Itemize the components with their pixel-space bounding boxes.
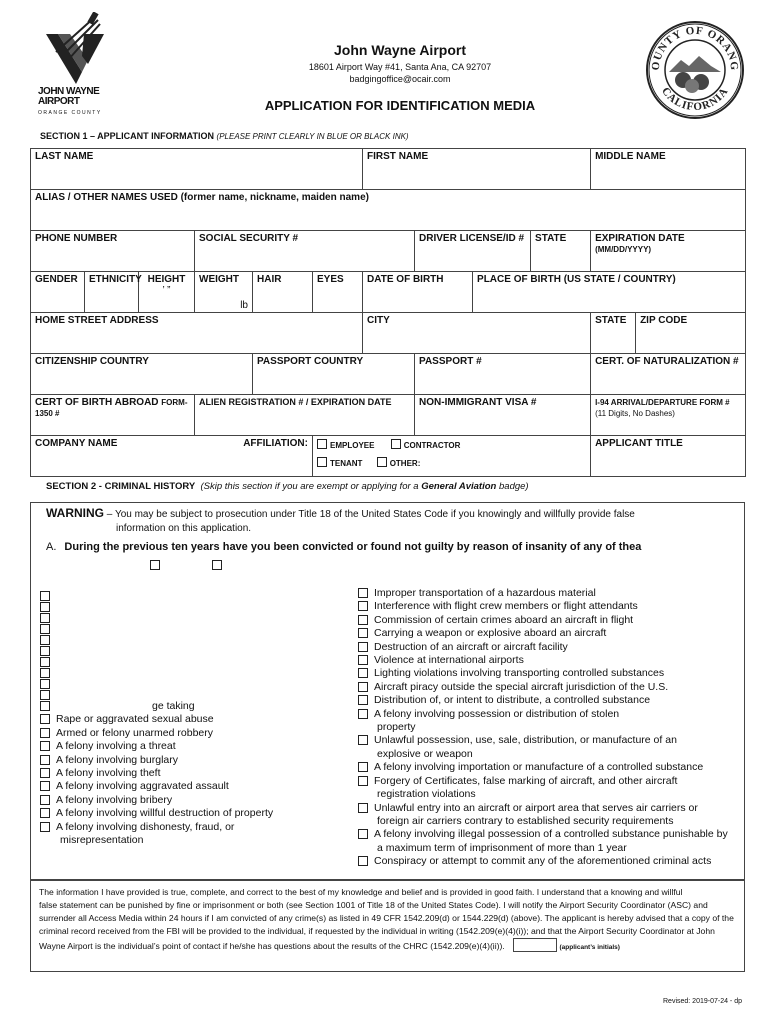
left-offense-item [40, 623, 340, 634]
applicant-info-table [30, 148, 746, 477]
certification-line-3: surrender all Access Media within 24 hours if I am convicted of any crime(s) as listed in 49 CFR 1542.209(d) or 1544.229(d) (above). The applicant is hereby advised that a copy of the [39, 913, 734, 923]
offense-checkbox[interactable] [40, 690, 50, 700]
employee-label: EMPLOYEE [330, 441, 375, 450]
offense-checkbox[interactable] [40, 657, 50, 667]
question-no-checkbox[interactable] [212, 560, 222, 570]
offense-checkbox[interactable] [358, 776, 368, 786]
dob-field[interactable] [363, 272, 473, 313]
left-offense-item [40, 700, 340, 713]
contractor-checkbox[interactable] [391, 439, 401, 449]
right-offense-item [358, 587, 743, 600]
middle-name-label: MIDDLE NAME [595, 151, 666, 162]
offense-label: Rape or aggravated sexual abuse [56, 713, 214, 726]
offense-checkbox[interactable] [358, 682, 368, 692]
home-address-field[interactable] [31, 313, 363, 354]
tenant-checkbox[interactable] [317, 457, 327, 467]
applicant-title-label: APPLICANT TITLE [595, 438, 683, 449]
height-marks: ’ ” [162, 285, 171, 296]
left-offense-item [40, 821, 340, 834]
left-offense-item [40, 667, 340, 678]
left-offense-item [40, 689, 340, 700]
right-offense-item [358, 842, 743, 855]
affiliation-options [313, 436, 591, 477]
question-yes-checkbox[interactable] [150, 560, 160, 570]
offense-checkbox[interactable] [40, 728, 50, 738]
row-phone [31, 231, 746, 272]
warning-text: – You may be subject to prosecution under Title 18 of the United States Code if you knowingly and willfully provide false [104, 509, 635, 520]
left-offense-item [40, 727, 340, 740]
offense-checkbox[interactable] [358, 601, 368, 611]
tenant-label: TENANT [330, 459, 363, 468]
row-address [31, 313, 746, 354]
last-name-label: LAST NAME [35, 151, 94, 162]
offense-label: Interference with flight crew members or flight attendants [374, 600, 638, 613]
initials-label: (applicant’s initials) [559, 944, 620, 951]
logo-line-3: ORANGE COUNTY [38, 110, 102, 116]
jwa-logo-icon [38, 12, 118, 84]
question-row [46, 541, 641, 553]
left-offense-item [40, 794, 340, 807]
row-alias [31, 190, 746, 231]
left-offense-item [40, 590, 340, 601]
offense-checkbox[interactable] [40, 624, 50, 634]
offense-checkbox[interactable] [358, 642, 368, 652]
warning-text-2: information on this application. [116, 523, 252, 534]
city-field[interactable] [363, 313, 591, 354]
passport-country-field[interactable] [253, 354, 415, 395]
offense-checkbox[interactable] [40, 646, 50, 656]
offense-checkbox[interactable] [40, 781, 50, 791]
weight-field[interactable] [195, 272, 253, 313]
offense-label: Improper transportation of a hazardous material [374, 587, 596, 599]
offense-label: property [377, 721, 416, 734]
offense-checkbox[interactable] [40, 679, 50, 689]
offense-label: Conspiracy or attempt to commit any of the aforementioned criminal acts [374, 855, 712, 868]
offense-label: A felony involving a threat [56, 740, 176, 753]
alias-label: ALIAS / OTHER NAMES USED (former name, nickname, maiden name) [35, 192, 369, 203]
left-offense-item [40, 634, 340, 645]
offense-label: A felony involving theft [56, 767, 161, 780]
offense-label: A felony involving possession or distribution of stolen [374, 707, 620, 720]
offense-label: Commission of certain crimes aboard an aircraft in flight [374, 613, 634, 626]
height-label: HEIGHT [147, 274, 186, 285]
seal-bottom-text: CALIFORNIA [659, 85, 731, 114]
cert-birth-abroad-field[interactable] [31, 395, 195, 436]
offense-label: A felony involving willful destruction of property [56, 807, 274, 820]
offense-label: Forgery of Certificates, false marking of aircraft, and other aircraft [374, 774, 678, 787]
offense-checkbox[interactable] [358, 709, 368, 719]
offense-checkbox[interactable] [358, 856, 368, 866]
right-offense-list [358, 587, 743, 869]
city-label: CITY [367, 315, 390, 326]
offense-label: foreign air carriers contrary to established security requirements [377, 814, 674, 827]
visa-field[interactable] [415, 395, 591, 436]
offense-label: registration violations [377, 788, 476, 801]
offense-checkbox[interactable] [40, 714, 50, 724]
right-offense-item [358, 614, 743, 627]
citizenship-label: CITIZENSHIP COUNTRY [35, 356, 149, 367]
right-offense-item [358, 775, 743, 788]
ethnicity-label: ETHNICITY [89, 274, 142, 285]
gender-label: GENDER [35, 274, 78, 285]
offense-label: Armed or felony unarmed robbery [56, 726, 213, 739]
eyes-field[interactable] [313, 272, 363, 313]
alien-registration-field[interactable] [195, 395, 415, 436]
ssn-label: SOCIAL SECURITY # [199, 233, 299, 244]
right-offense-item [358, 654, 743, 667]
initials-input[interactable] [513, 938, 557, 952]
question-text: During the previous ten years have you been convicted or found not guilty by reason of insanity of any of thea [64, 541, 642, 553]
left-offense-item [40, 656, 340, 667]
i94-field[interactable] [591, 395, 746, 436]
hair-field[interactable] [253, 272, 313, 313]
right-offense-item [358, 627, 743, 640]
hair-label: HAIR [257, 274, 282, 285]
form-title: APPLICATION FOR IDENTIFICATION MEDIA [264, 98, 536, 113]
passport-country-label: PASSPORT COUNTRY [257, 356, 364, 367]
offense-label: explosive or weapon [377, 747, 473, 760]
zip-field[interactable] [636, 313, 746, 354]
offense-checkbox[interactable] [358, 655, 368, 665]
jwa-logo [38, 12, 118, 122]
offense-checkbox[interactable] [40, 635, 50, 645]
left-offense-list [40, 590, 340, 847]
offense-label: A felony involving illegal possession of a controlled substance punishable by [374, 828, 728, 841]
passport-number-label: PASSPORT # [419, 356, 482, 367]
offense-label: A felony involving importation or manufacture of a controlled substance [374, 761, 704, 774]
weight-label: WEIGHT [199, 274, 239, 285]
offense-checkbox[interactable] [40, 822, 50, 832]
warning-row [46, 506, 635, 520]
section2-note-pre: (Skip this section if you are exempt or applying for a [200, 481, 422, 492]
left-offense-item [40, 754, 340, 767]
county-seal [645, 20, 745, 120]
eyes-label: EYES [317, 274, 344, 285]
left-offense-item [40, 807, 340, 820]
offense-label: A felony involving bribery [56, 793, 173, 806]
offense-checkbox[interactable] [40, 602, 50, 612]
address-state-field[interactable] [591, 313, 636, 354]
offense-checkbox[interactable] [40, 808, 50, 818]
right-offense-item [358, 721, 743, 734]
driver-license-field[interactable] [415, 231, 531, 272]
header-title: John Wayne Airport [334, 42, 466, 58]
section1-title: SECTION 1 – APPLICANT INFORMATION [40, 131, 215, 141]
offense-label: ge taking [152, 700, 195, 712]
passport-number-field[interactable] [415, 354, 591, 395]
alien-registration-label: ALIEN REGISTRATION # / EXPIRATION DATE [199, 397, 392, 407]
affiliation-label: AFFILIATION: [243, 438, 308, 449]
left-offense-item [40, 678, 340, 689]
left-offense-item [40, 645, 340, 656]
section1-note: (PLEASE PRINT CLEARLY IN BLUE OR BLACK INK) [216, 132, 409, 141]
left-offense-item [40, 713, 340, 726]
i94-label: I-94 ARRIVAL/DEPARTURE FORM # [595, 398, 730, 407]
right-offense-item [358, 681, 743, 694]
left-offense-item [40, 780, 340, 793]
first-name-field[interactable] [363, 149, 591, 190]
right-offense-item [358, 667, 743, 680]
offense-checkbox[interactable] [40, 755, 50, 765]
section1-title-row [40, 131, 409, 141]
cert-birth-label: CERT OF BIRTH ABROAD [35, 397, 159, 408]
left-offense-item [40, 601, 340, 612]
other-label: OTHER: [389, 459, 421, 468]
right-offense-item [358, 788, 743, 801]
section2-title-row [46, 481, 529, 492]
offense-checkbox[interactable] [358, 829, 368, 839]
home-address-label: HOME STREET ADDRESS [35, 315, 159, 326]
right-offense-item [358, 828, 743, 841]
zip-label: ZIP CODE [640, 315, 688, 326]
certification-box [30, 880, 745, 972]
logo-line-1: JOHN WAYNE [38, 86, 100, 97]
offense-checkbox[interactable] [358, 735, 368, 745]
question-letter: A. [46, 541, 57, 553]
row-name [31, 149, 746, 190]
offense-checkbox[interactable] [358, 762, 368, 772]
row-physical [31, 272, 746, 313]
row-citizenship [31, 354, 746, 395]
ssn-field[interactable] [195, 231, 415, 272]
cert-form-label: FORM-1350 # [35, 398, 188, 418]
offense-label: Aircraft piracy outside the special aircraft jurisdiction of the U.S. [374, 680, 669, 693]
certification-line-4: criminal record received from the FBI will be provided to the individual, if requested by the individual in writing (1542.209(e)(4)(i)); and that the Airport Security Coordinator at John [39, 926, 715, 936]
other-checkbox[interactable] [377, 457, 387, 467]
logo-line-2: AIRPORT [38, 96, 80, 107]
warning-label: WARNING [46, 506, 104, 520]
offense-label: a maximum term of imprisonment of more than 1 year [377, 841, 627, 854]
expiration-date-label: EXPIRATION DATE [595, 233, 685, 244]
offense-label-continued: misrepresentation [60, 834, 144, 847]
offense-checkbox[interactable] [40, 795, 50, 805]
place-of-birth-label: PLACE OF BIRTH (US STATE / COUNTRY) [477, 274, 676, 285]
certification-line-5: Wayne Airport is the individual’s point of contact if he/she has questions about the results of the CHRC (1542.209(e)(4)(ii)). [39, 941, 505, 951]
i94-note: (11 Digits, No Dashes) [595, 409, 675, 418]
offense-label: Lighting violations involving transporting controlled substances [374, 667, 665, 680]
left-offense-item [40, 740, 340, 753]
expiration-date-field[interactable] [591, 231, 746, 272]
applicant-title-field[interactable] [591, 436, 746, 477]
offense-label: Carrying a weapon or explosive aboard an aircraft [374, 627, 607, 640]
right-offense-item [358, 734, 743, 747]
right-offense-item [358, 641, 743, 654]
offense-checkbox[interactable] [358, 803, 368, 813]
height-field[interactable] [139, 272, 195, 313]
address-state-label: STATE [595, 315, 627, 326]
revised-date: Revised: 2019-07-24 - dp [663, 998, 742, 1005]
certification-line-5-row [39, 938, 736, 954]
seal-top-text: OUNTY OF ORANG [649, 24, 741, 72]
right-offense-item [358, 802, 743, 815]
offense-checkbox[interactable] [40, 768, 50, 778]
left-offense-item [40, 767, 340, 780]
offense-checkbox[interactable] [40, 668, 50, 678]
expiration-format: (MM/DD/YYYY) [595, 245, 652, 254]
offense-checkbox[interactable] [358, 628, 368, 638]
right-offense-item [358, 708, 743, 721]
section2-note-bold: General Aviation [421, 481, 497, 492]
offense-label: A felony involving aggravated assault [56, 780, 229, 793]
ethnicity-field[interactable] [85, 272, 142, 313]
offense-checkbox[interactable] [358, 668, 368, 678]
alias-field[interactable] [31, 190, 746, 231]
contractor-label: CONTRACTOR [403, 441, 461, 450]
naturalization-field[interactable] [591, 354, 746, 395]
offense-label: A felony involving burglary [56, 753, 178, 766]
first-name-label: FIRST NAME [367, 151, 429, 162]
county-seal-icon [645, 20, 745, 120]
header-address: 18601 Airport Way #41, Santa Ana, CA 92707 [308, 62, 492, 72]
offense-checkbox[interactable] [358, 695, 368, 705]
section2-title: SECTION 2 - CRIMINAL HISTORY [46, 481, 196, 492]
offense-label: Unlawful entry into an aircraft or airport area that serves air carriers or [374, 801, 698, 814]
left-offense-item [40, 612, 340, 623]
offense-checkbox[interactable] [40, 591, 50, 601]
offense-label: Destruction of an aircraft or aircraft facility [374, 640, 568, 653]
right-offense-item [358, 600, 743, 613]
right-offense-item [358, 694, 743, 707]
employee-checkbox[interactable] [317, 439, 327, 449]
dl-state-field[interactable] [531, 231, 591, 272]
phone-field[interactable] [31, 231, 195, 272]
certification-line-1: The information I have provided is true, complete, and correct to the best of my knowledge and belief and is provided in good faith. I understand that a knowing and willful [39, 887, 683, 897]
section2-note-post: badge) [496, 481, 529, 492]
offense-label: Unlawful possession, use, sale, distribution, or manufacture of an [374, 734, 677, 747]
naturalization-label: CERT. OF NATURALIZATION # [595, 356, 739, 367]
offense-label: A felony involving dishonesty, fraud, or [56, 820, 235, 833]
driver-license-label: DRIVER LICENSE/ID # [419, 233, 525, 244]
certification-line-2: false statement can be punished by fine or imprisonment or both (see Section 1001 of Title 18 of the United States Code). I will notify the Airport Security Coordinator (ASC) and [39, 900, 708, 910]
offense-label: Violence at international airports [374, 654, 524, 667]
right-offense-item [358, 815, 743, 828]
last-name-field[interactable] [31, 149, 363, 190]
right-offense-item [358, 761, 743, 774]
weight-unit: lb [240, 300, 248, 311]
company-label: COMPANY NAME [35, 438, 118, 449]
row-company [31, 436, 746, 477]
offense-checkbox[interactable] [40, 701, 50, 711]
offense-checkbox[interactable] [40, 741, 50, 751]
gender-field[interactable] [31, 272, 85, 313]
phone-label: PHONE NUMBER [35, 233, 118, 244]
visa-label: NON-IMMIGRANT VISA # [419, 397, 537, 408]
right-offense-item [358, 855, 743, 868]
company-field[interactable] [31, 436, 313, 477]
header-email: badgingoffice@ocair.com [349, 74, 451, 84]
offense-label: Distribution of, or intent to distribute, a controlled substance [374, 694, 651, 707]
offense-checkbox[interactable] [40, 613, 50, 623]
right-offense-item [358, 748, 743, 761]
offense-checkbox[interactable] [358, 615, 368, 625]
dl-state-label: STATE [535, 233, 567, 244]
dob-label: DATE OF BIRTH [367, 274, 444, 285]
row-immigration [31, 395, 746, 436]
middle-name-field[interactable] [591, 149, 746, 190]
offense-checkbox[interactable] [358, 588, 368, 598]
place-of-birth-field[interactable] [473, 272, 746, 313]
citizenship-field[interactable] [31, 354, 253, 395]
